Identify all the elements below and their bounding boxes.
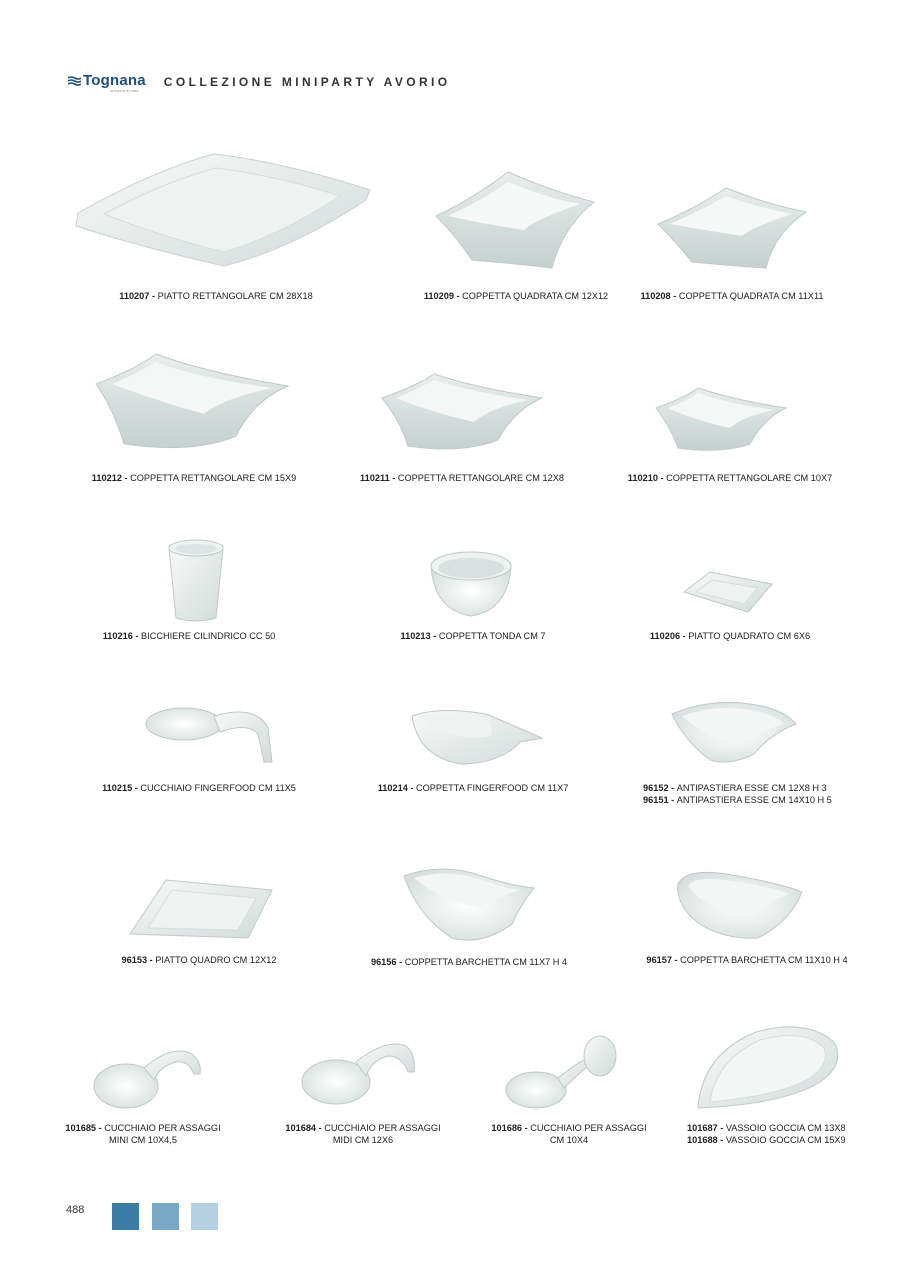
product-caption-110215: 110215 - CUCCHIAIO FINGERFOOD CM 11X5 (102, 783, 296, 793)
product-image-110215 (144, 700, 278, 766)
page-title: COLLEZIONE MINIPARTY AVORIO (163, 75, 451, 89)
product-image-101685 (92, 1044, 204, 1114)
color-swatch-1 (112, 1203, 139, 1230)
product-image-110212 (94, 350, 290, 456)
product-caption-96153: 96153 - PIATTO QUADRO CM 12X12 (121, 955, 277, 965)
product-caption-110216: 110216 - BICCHIERE CILINDRICO CC 50 (102, 631, 276, 641)
brand-tagline: la fucina di casa (110, 89, 139, 93)
product-caption-101685: 101685 - CUCCHIAIO PER ASSAGGI MINI CM 10X4,5 (65, 1123, 221, 1145)
product-image-96153 (128, 878, 274, 940)
product-image-110206 (682, 570, 774, 616)
product-image-110207 (74, 148, 374, 273)
product-image-110210 (654, 384, 788, 456)
product-image-110211 (380, 370, 544, 456)
product-caption-110211: 110211 - COPPETTA RETTANGOLARE CM 12X8 (360, 473, 564, 483)
brand-logo (68, 72, 146, 93)
product-caption-96152: 96152 - ANTIPASTIERA ESSE CM 12X8 H 3 96151 - ANTIPASTIERA ESSE CM 14X10 H 5 (643, 783, 832, 805)
product-caption-110212: 110212 - COPPETTA RETTANGOLARE CM 15X9 (91, 473, 297, 483)
product-image-101687 (696, 1024, 842, 1112)
product-caption-96156: 96156 - COPPETTA BARCHETTA CM 11X7 H 4 (370, 957, 568, 967)
product-caption-101684: 101684 - CUCCHIAIO PER ASSAGGI MIDI CM 12X6 (285, 1123, 441, 1145)
product-image-96152 (670, 700, 798, 766)
product-caption-96157: 96157 - COPPETTA BARCHETTA CM 11X10 H 4 (646, 955, 848, 965)
product-caption-110208: 110208 - COPPETTA QUADRATA CM 11X11 (640, 291, 824, 301)
product-caption-110213: 110213 - COPPETTA TONDA CM 7 (400, 631, 546, 641)
product-caption-110206: 110206 - PIATTO QUADRATO CM 6X6 (649, 631, 811, 641)
color-swatch-3 (191, 1203, 218, 1230)
product-image-110213 (428, 546, 514, 618)
product-image-96157 (676, 870, 804, 942)
product-image-96156 (402, 866, 536, 944)
product-image-101684 (300, 1038, 418, 1110)
product-caption-110207: 110207 - PIATTO RETTANGOLARE CM 28X18 (119, 291, 313, 301)
brand-name: Tognana (83, 72, 146, 89)
product-caption-101686: 101686 - CUCCHIAIO PER ASSAGGI CM 10X4 (491, 1123, 647, 1145)
waves-icon (68, 76, 81, 86)
product-image-110214 (410, 706, 544, 768)
color-swatch-2 (152, 1203, 179, 1230)
page-number: 488 (66, 1204, 85, 1216)
product-caption-101687: 101687 - VASSOIO GOCCIA CM 13X8 101688 - VASSOIO GOCCIA CM 15X9 (687, 1123, 846, 1145)
product-image-110208 (656, 184, 808, 272)
page-header (68, 72, 451, 96)
product-caption-110210: 110210 - COPPETTA RETTANGOLARE CM 10X7 (627, 473, 833, 483)
product-image-110209 (434, 168, 596, 272)
product-caption-110209: 110209 - COPPETTA QUADRATA CM 12X12 (423, 291, 609, 301)
product-caption-110214: 110214 - COPPETTA FINGERFOOD CM 11X7 (377, 783, 569, 793)
product-image-101686 (504, 1034, 618, 1112)
product-image-110216 (166, 538, 226, 622)
